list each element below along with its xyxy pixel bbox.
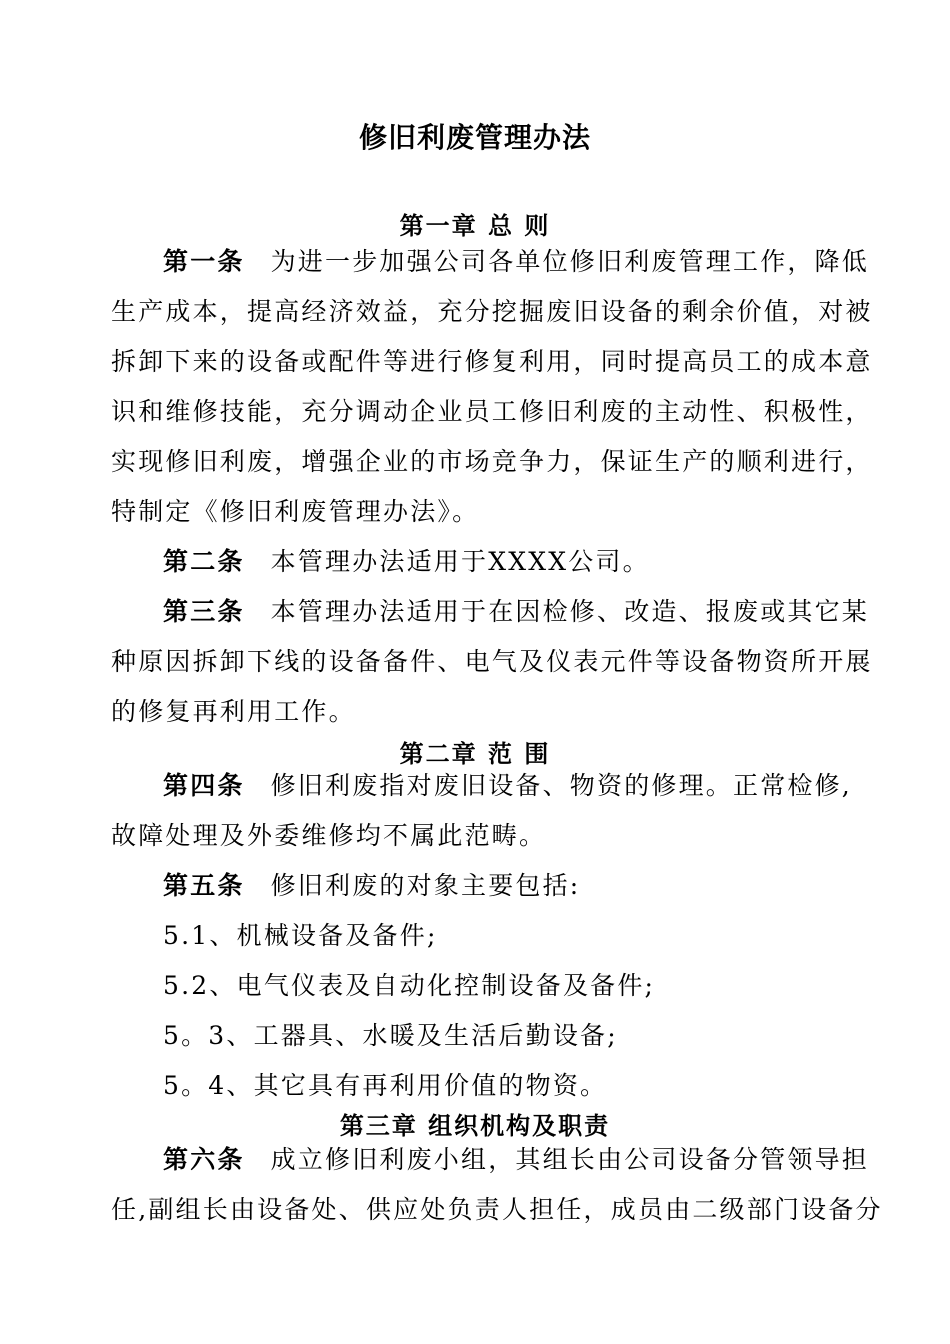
article-1-line-5: 实现修旧利废，增强企业的市场竞争力，保证生产的顺利进行， <box>111 447 873 476</box>
article-1-line-6: 特制定《修旧利废管理办法》。 <box>111 497 480 526</box>
article-3-line-1 <box>111 596 870 628</box>
article-1-line-1 <box>111 246 870 278</box>
article-text: 修旧利废的对象主要包括: <box>270 871 581 900</box>
chapter-heading-3: 第三章 组织机构及职责 <box>339 1111 611 1140</box>
article-text: 本管理办法适用于XXXX公司。 <box>270 547 650 576</box>
list-item-5-1: 5.1、机械设备及备件; <box>163 921 438 950</box>
article-text: 本管理办法适用于在因检修、改造、报废或其它某 <box>270 597 870 626</box>
article-5-line-1 <box>111 870 841 902</box>
article-4-line-2: 故障处理及外委维修均不属此范畴。 <box>111 821 547 850</box>
article-6-line-1 <box>111 1144 870 1176</box>
article-label: 第三条 <box>163 597 245 626</box>
document-title: 修旧利废管理办法 <box>358 121 591 154</box>
list-item-5-3: 5。3、工器具、水暖及生活后勤设备; <box>163 1021 618 1050</box>
chapter-heading-1: 第一章 总 则 <box>399 211 551 240</box>
article-text: 修旧利废指对废旧设备、物资的修理。正常检修, <box>270 771 852 800</box>
chapter-heading-2: 第二章 范 围 <box>399 739 551 768</box>
article-1-line-2: 生产成本，提高经济效益，充分挖掘废旧设备的剩余价值，对被 <box>111 297 873 326</box>
list-item-5-2: 5.2、电气仪表及自动化控制设备及备件; <box>163 971 656 1000</box>
article-3-line-3: 的修复再利用工作。 <box>111 697 356 726</box>
article-3-line-2: 种原因拆卸下线的设备备件、电气及仪表元件等设备物资所开展 <box>111 647 873 676</box>
article-label: 第二条 <box>163 547 245 576</box>
article-4-line-1 <box>111 770 852 802</box>
article-label: 第五条 <box>163 871 245 900</box>
article-2-line-1 <box>111 546 841 578</box>
article-text: 成立修旧利废小组，其组长由公司设备分管领导担 <box>270 1145 870 1174</box>
article-6-line-2: 任,副组长由设备处、供应处负责人担任，成员由二级部门设备分 <box>111 1195 883 1224</box>
article-1-line-3: 拆卸下来的设备或配件等进行修复利用，同时提高员工的成本意 <box>111 347 873 376</box>
article-text: 为进一步加强公司各单位修旧利废管理工作，降低 <box>270 247 870 276</box>
article-label: 第四条 <box>163 771 245 800</box>
article-1-line-4: 识和维修技能，充分调动企业员工修旧利废的主动性、积极性， <box>111 397 873 426</box>
article-label: 第一条 <box>163 247 245 276</box>
article-label: 第六条 <box>163 1145 245 1174</box>
list-item-5-4: 5。4、其它具有再利用价值的物资。 <box>163 1071 608 1100</box>
